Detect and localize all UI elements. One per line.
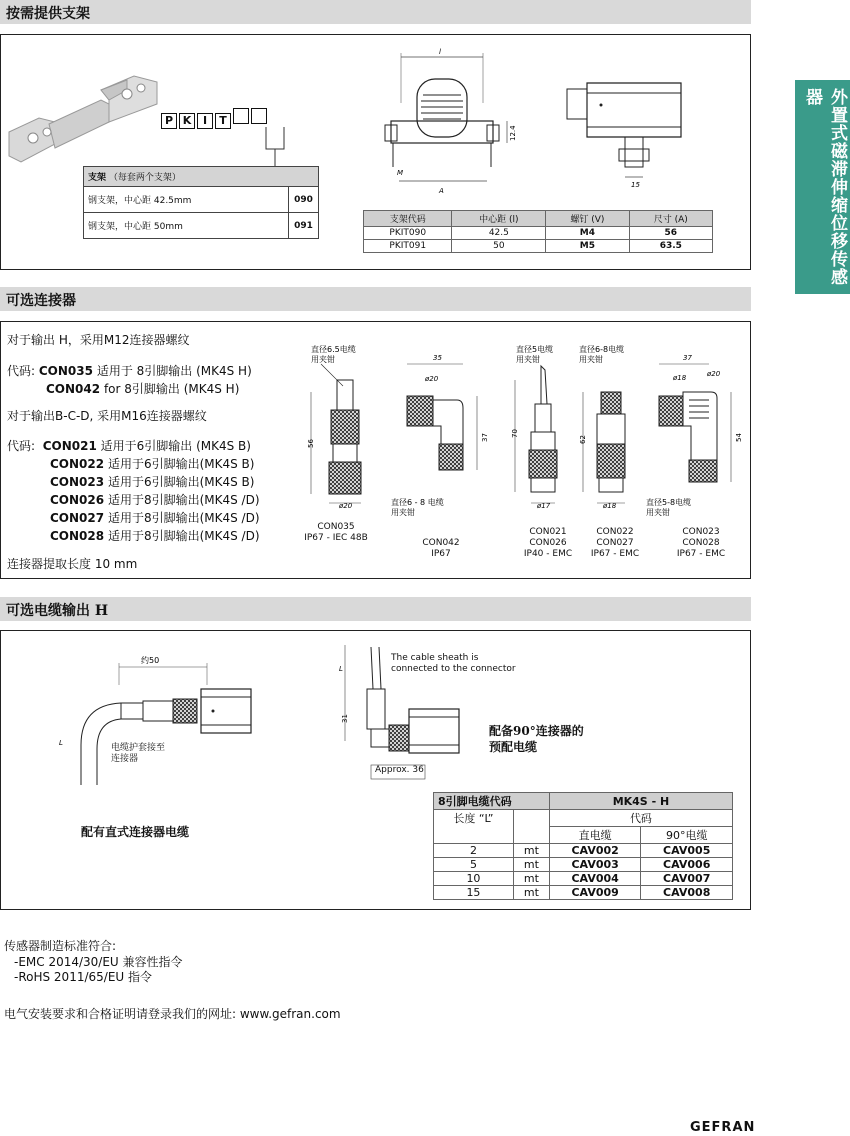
- table-row: [434, 872, 733, 886]
- caption-line: IP40 - EMC: [523, 549, 573, 559]
- connector-desc: 适用于8引脚输出(MK4S /D): [107, 511, 260, 525]
- gefran-logo: GEFRAN: [690, 1120, 756, 1135]
- cable-straight-code: CAV003: [549, 858, 641, 872]
- c4-diameter: ø18: [603, 502, 617, 510]
- spec-cell: 50: [452, 240, 546, 253]
- cable-table-straight-header: 直电缆: [549, 827, 641, 844]
- c5-label: 用夹钳: [646, 508, 670, 517]
- connector-caption: [671, 527, 731, 560]
- caption-line: CON035: [317, 522, 355, 532]
- table-row: [434, 844, 733, 858]
- dim-h: 12.4: [509, 125, 517, 141]
- bracket-spec-table: [363, 210, 713, 253]
- connector-code: CON028: [50, 529, 105, 543]
- cable-unit: mt: [513, 886, 549, 900]
- bracket-row-code: 091: [289, 213, 319, 239]
- bracket-table-note: （每套两个支架）: [108, 173, 181, 183]
- section-header-cable: 可选电缆输出 H: [0, 597, 751, 621]
- angle-cable-caption: [489, 723, 584, 755]
- caption-line: IP67 - EMC: [590, 549, 640, 559]
- cable-table-codes-header: 代码: [549, 810, 732, 827]
- caption-line: CON023: [682, 527, 720, 537]
- bracket-row-label: 钢支架，中心距 50mm: [84, 213, 289, 239]
- cable-unit: mt: [513, 872, 549, 886]
- connector-caption: [585, 527, 645, 560]
- install-note: 电气安装要求和合格证明请登录我们的网址: www.gefran.com: [4, 1007, 341, 1021]
- c3-label: 用夹钳: [516, 355, 540, 364]
- spec-header: 尺寸 (A): [629, 211, 712, 227]
- connector-code: CON026: [50, 493, 105, 507]
- caption-line: CON028: [682, 538, 720, 548]
- spec-cell: M4: [546, 227, 629, 240]
- connector-code-row: [7, 363, 287, 380]
- spec-header: 螺钉 (V): [546, 211, 629, 227]
- connector-desc: 适用于 8引脚输出 (MK4S H): [96, 364, 252, 378]
- connector-code-row: [50, 456, 254, 473]
- sheath-note-line: 连接器: [111, 754, 139, 764]
- bracket-table-title: 支架: [88, 173, 107, 183]
- connector-desc: 适用于8引脚输出(MK4S /D): [107, 529, 260, 543]
- standards-title: 传感器制造标准符合:: [4, 939, 117, 953]
- c4-label: 直径6-8电缆: [579, 345, 625, 354]
- connector-code-row: [50, 492, 260, 509]
- cable-length: 10: [434, 872, 514, 886]
- connector-caption: [518, 527, 578, 560]
- connector-caption: [301, 522, 371, 544]
- spec-cell: 42.5: [452, 227, 546, 240]
- connector-extraction-note: 连接器提取长度 10 mm: [7, 557, 138, 571]
- code-box: I: [197, 113, 213, 129]
- c4-height: 62: [579, 435, 587, 444]
- connector-code: CON042: [46, 382, 101, 396]
- c2-label: 用夹钳: [391, 508, 415, 517]
- c5-label: 直径5-8电缆: [646, 498, 692, 507]
- straight-cable-drawing: [41, 645, 261, 795]
- section-header-brackets: 按需提供支架: [0, 0, 751, 24]
- connector-desc: 适用于6引脚输出(MK4S B): [107, 475, 255, 489]
- cable-unit: mt: [513, 858, 549, 872]
- code-leader-line: [256, 125, 296, 167]
- straight-cable-caption: 配有直式连接器电缆: [81, 825, 190, 839]
- connector-drawings: [291, 340, 741, 540]
- spec-cell: 63.5: [629, 240, 712, 253]
- angle-l: L: [339, 665, 343, 673]
- spec-cell: PKIT090: [364, 227, 452, 240]
- spec-cell: PKIT091: [364, 240, 452, 253]
- connector-m16-note: 对于输出B-C-D, 采用M16连接器螺纹: [7, 409, 207, 423]
- caption-line: CON022: [596, 527, 634, 537]
- cable-length: 5: [434, 858, 514, 872]
- cable-unit: mt: [513, 844, 549, 858]
- connectors-panel: [0, 321, 751, 579]
- dim-m: M: [397, 169, 404, 177]
- connector-code: CON035: [38, 364, 93, 378]
- c3-label: 直径5电缆: [516, 345, 554, 354]
- connector-caption: [411, 538, 471, 560]
- code-prefix: 代码:: [7, 364, 36, 378]
- angle-caption-line: 配备90°连接器的: [489, 724, 584, 738]
- c2-width: 35: [433, 354, 442, 362]
- connector-code: CON021: [42, 439, 97, 453]
- dim-l: l: [439, 48, 441, 56]
- cable-length: 15: [434, 886, 514, 900]
- connector-desc: 适用于6引脚输出 (MK4S B): [100, 439, 251, 453]
- c2-height: 37: [481, 433, 489, 442]
- code-box: K: [179, 113, 195, 129]
- sheath-note-line: 电缆护套接至: [111, 743, 166, 753]
- c5-width: 37: [683, 354, 692, 362]
- cable-length: 2: [434, 844, 514, 858]
- cable-angle-code: CAV005: [641, 844, 733, 858]
- cable-angle-code: CAV006: [641, 858, 733, 872]
- caption-line: IP67: [431, 549, 451, 559]
- code-box: P: [161, 113, 177, 129]
- connector-code-row: [46, 381, 239, 398]
- code-box: [233, 108, 249, 124]
- c1-height: 56: [307, 439, 315, 448]
- connector-code-row: [50, 528, 260, 545]
- c5-d2: ø20: [707, 370, 721, 378]
- code-prefix: 代码:: [7, 439, 36, 453]
- connector-code: CON023: [50, 475, 105, 489]
- connector-code: CON022: [50, 457, 105, 471]
- caption-line: CON042: [422, 538, 460, 548]
- bracket-row-label: 钢支架，中心距 42.5mm: [84, 187, 289, 213]
- dim-w: 15: [631, 181, 640, 189]
- c5-height: 54: [735, 433, 743, 442]
- cable-panel: [0, 630, 751, 910]
- code-box: [251, 108, 267, 124]
- cable-table-model-header: MK4S - H: [549, 793, 732, 810]
- standard-emc: -EMC 2014/30/EU 兼容性指令: [14, 955, 183, 969]
- sheath-en-line: connected to the connector: [391, 664, 516, 674]
- pkit-code-boxes: [161, 108, 269, 129]
- connector-desc: 适用于6引脚输出(MK4S B): [107, 457, 255, 471]
- dim-31: 31: [341, 714, 349, 723]
- sheath-en-line: The cable sheath is: [391, 653, 479, 663]
- table-row: [434, 858, 733, 872]
- section-header-connectors: 可选连接器: [0, 287, 751, 311]
- angle-cable-drawing: [331, 641, 471, 781]
- caption-line: IP67 - IEC 48B: [304, 533, 368, 543]
- connector-code-row: [7, 438, 251, 455]
- c3-height: 70: [511, 429, 519, 438]
- caption-line: CON026: [529, 538, 567, 548]
- cable-table-length-header: 长度 “L”: [434, 810, 514, 844]
- c2-diameter: ø20: [425, 375, 439, 383]
- spec-header: 支架代码: [364, 211, 452, 227]
- c3-diameter: ø17: [537, 502, 551, 510]
- spec-cell: M5: [546, 240, 629, 253]
- approx-36: Approx. 36: [375, 765, 424, 775]
- dim-a: A: [439, 187, 444, 195]
- connector-code-row: [50, 474, 254, 491]
- connector-desc: 适用于8引脚输出(MK4S /D): [107, 493, 260, 507]
- cable-l: L: [59, 739, 63, 747]
- c1-diameter: ø20: [339, 502, 353, 510]
- code-box: T: [215, 113, 231, 129]
- c1-label: 直径6.5电缆: [311, 345, 356, 354]
- cable-straight-code: CAV002: [549, 844, 641, 858]
- brackets-panel: [0, 34, 751, 270]
- cable-angle-code: CAV008: [641, 886, 733, 900]
- table-row: [434, 886, 733, 900]
- spec-header: 中心距 (l): [452, 211, 546, 227]
- bracket-side-drawing: [561, 71, 691, 191]
- cable-straight-code: CAV004: [549, 872, 641, 886]
- c5-d1: ø18: [673, 374, 687, 382]
- bracket-row-code: 090: [289, 187, 319, 213]
- connector-code-row: [50, 510, 260, 527]
- cable-straight-code: CAV009: [549, 886, 641, 900]
- angle-caption-line: 预配电缆: [489, 740, 538, 754]
- c2-label: 直径6 - 8 电缆: [391, 498, 444, 507]
- bracket-order-table: [83, 166, 319, 239]
- c1-label: 用夹钳: [311, 355, 335, 364]
- about-50: 约50: [141, 656, 160, 665]
- caption-line: IP67 - EMC: [676, 549, 726, 559]
- sheath-note: [111, 743, 165, 765]
- caption-line: CON021: [529, 527, 567, 537]
- cable-table-angle-header: 90°电缆: [641, 827, 733, 844]
- spec-cell: 56: [629, 227, 712, 240]
- cable-table-code-header: 8引脚电缆代码: [434, 793, 550, 810]
- cable-code-table: [433, 792, 733, 900]
- connector-m12-note: 对于输出 H，采用M12连接器螺纹: [7, 333, 190, 347]
- cable-angle-code: CAV007: [641, 872, 733, 886]
- standard-rohs: -RoHS 2011/65/EU 指令: [14, 970, 153, 984]
- bracket-photo: [9, 60, 159, 170]
- caption-line: CON027: [596, 538, 634, 548]
- c4-label: 用夹钳: [579, 355, 603, 364]
- side-tab: 外置式磁滞伸缩位移传感器: [795, 80, 850, 294]
- connector-code: CON027: [50, 511, 105, 525]
- connector-desc: for 8引脚输出 (MK4S H): [103, 382, 240, 396]
- bracket-front-drawing: [379, 43, 517, 203]
